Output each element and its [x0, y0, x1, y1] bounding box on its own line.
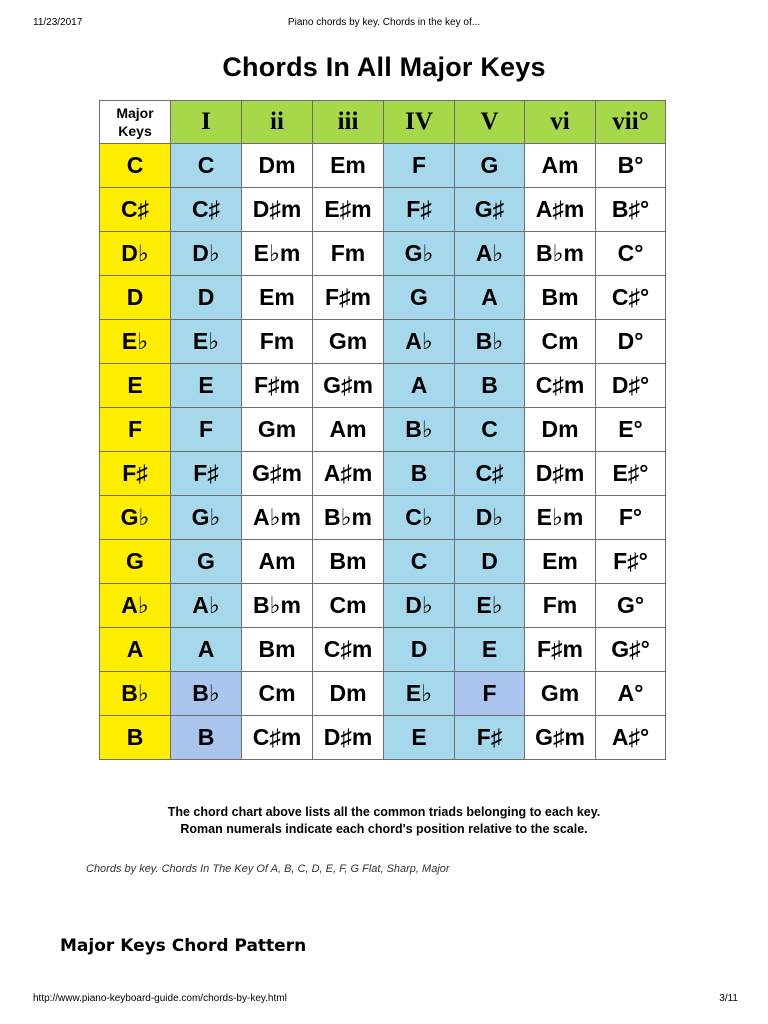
chord-cell: A — [455, 276, 525, 320]
chord-cell: D — [171, 276, 242, 320]
chord-cell: E♭m — [525, 496, 596, 540]
major-key-cell: G♭ — [100, 496, 171, 540]
chord-cell: G — [171, 540, 242, 584]
numeral-header: ii — [242, 101, 313, 144]
chord-cell: D — [384, 628, 455, 672]
chord-cell: F♯ — [171, 452, 242, 496]
chord-cell: Dm — [525, 408, 596, 452]
print-page-title: Piano chords by key. Chords in the key of... — [287, 17, 481, 28]
table-row — [100, 452, 666, 496]
chord-cell: Gm — [525, 672, 596, 716]
table-header-row — [100, 101, 666, 144]
chord-cell: E — [455, 628, 525, 672]
chord-cell: G♭ — [384, 232, 455, 276]
chord-cell: B♭m — [525, 232, 596, 276]
chord-cell: Cm — [313, 584, 384, 628]
chord-cell: B♯° — [596, 188, 666, 232]
chord-cell: Fm — [525, 584, 596, 628]
chord-cell: C — [171, 144, 242, 188]
chord-cell: Em — [313, 144, 384, 188]
chord-cell: E♭ — [455, 584, 525, 628]
footer-url-link[interactable]: http://www.piano-keyboard-guide.com/chords-by-key.html — [33, 993, 287, 1004]
major-keys-header — [100, 101, 171, 144]
chord-cell: F♯m — [525, 628, 596, 672]
chord-cell: A♭ — [171, 584, 242, 628]
major-key-cell: G — [100, 540, 171, 584]
chord-cell: E♭m — [242, 232, 313, 276]
chord-cell: B♭m — [313, 496, 384, 540]
major-key-cell: A♭ — [100, 584, 171, 628]
table-row — [100, 584, 666, 628]
major-key-cell: C♯ — [100, 188, 171, 232]
chord-cell: Em — [525, 540, 596, 584]
chord-cell: B♭m — [242, 584, 313, 628]
chord-cell: Cm — [525, 320, 596, 364]
major-key-cell: F — [100, 408, 171, 452]
chord-cell: B♭ — [455, 320, 525, 364]
chord-cell: G° — [596, 584, 666, 628]
chord-cell: G♯m — [242, 452, 313, 496]
table-row — [100, 628, 666, 672]
chord-cell: E♭ — [384, 672, 455, 716]
table-row — [100, 276, 666, 320]
table-row — [100, 672, 666, 716]
chord-cell: F — [384, 144, 455, 188]
chord-cell: G♯m — [525, 716, 596, 760]
chord-cell: A♭ — [384, 320, 455, 364]
chord-cell: G♯ — [455, 188, 525, 232]
chord-cell: Fm — [313, 232, 384, 276]
chord-cell: Am — [313, 408, 384, 452]
chord-cell: B — [171, 716, 242, 760]
chord-cell: A♯° — [596, 716, 666, 760]
chord-cell: C♯ — [455, 452, 525, 496]
major-key-cell: C — [100, 144, 171, 188]
chord-cell: F♯ — [455, 716, 525, 760]
table-row — [100, 408, 666, 452]
chord-cell: E♯m — [313, 188, 384, 232]
chord-cell: E — [171, 364, 242, 408]
numeral-header: IV — [384, 101, 455, 144]
chord-cell: B° — [596, 144, 666, 188]
chord-cell: C♯° — [596, 276, 666, 320]
major-key-cell: B — [100, 716, 171, 760]
chord-cell: F♯° — [596, 540, 666, 584]
major-key-cell: D — [100, 276, 171, 320]
chord-cell: Dm — [313, 672, 384, 716]
chord-cell: C — [384, 540, 455, 584]
chord-cell: C♯m — [313, 628, 384, 672]
chord-cell: C♭ — [384, 496, 455, 540]
chord-cell: Gm — [242, 408, 313, 452]
chord-cell: G♯m — [313, 364, 384, 408]
chord-cell: B♭ — [171, 672, 242, 716]
chord-cell: D♯m — [242, 188, 313, 232]
chord-cell: Dm — [242, 144, 313, 188]
footer-page-number: 3/11 — [719, 993, 738, 1004]
chord-cell: C♯m — [242, 716, 313, 760]
table-row — [100, 232, 666, 276]
chord-cell: G — [384, 276, 455, 320]
table-row — [100, 496, 666, 540]
chord-cell: C♯ — [171, 188, 242, 232]
chord-cell: F♯ — [384, 188, 455, 232]
section-heading: Major Keys Chord Pattern — [60, 936, 307, 956]
chord-cell: E — [384, 716, 455, 760]
chord-cell: D♭ — [455, 496, 525, 540]
numeral-header: iii — [313, 101, 384, 144]
chord-cell: C — [455, 408, 525, 452]
major-keys-header-line: Major — [116, 105, 154, 121]
chord-cell: B♭ — [384, 408, 455, 452]
chord-cell: Am — [242, 540, 313, 584]
chord-cell: Am — [525, 144, 596, 188]
table-row — [100, 540, 666, 584]
chord-cell: E° — [596, 408, 666, 452]
chord-cell: A — [384, 364, 455, 408]
chart-title: Chords In All Major Keys — [222, 52, 546, 82]
chord-cell: G♭ — [171, 496, 242, 540]
chord-cell: B — [455, 364, 525, 408]
major-key-cell: E — [100, 364, 171, 408]
chart-caption-line-2: Roman numerals indicate each chord's position relative to the scale. — [180, 822, 588, 836]
chord-cell: C♯m — [525, 364, 596, 408]
chord-cell: Bm — [242, 628, 313, 672]
major-key-cell: D♭ — [100, 232, 171, 276]
image-caption: Chords by key. Chords In The Key Of A, B, C, D, E, F, G Flat, Sharp, Major — [86, 863, 450, 875]
chord-cell: D♯m — [313, 716, 384, 760]
chord-cell: G♯° — [596, 628, 666, 672]
chord-cell: A♭m — [242, 496, 313, 540]
chord-cell: D♭ — [171, 232, 242, 276]
chord-cell: F♯m — [313, 276, 384, 320]
chord-cell: A♯m — [313, 452, 384, 496]
major-key-cell: B♭ — [100, 672, 171, 716]
chord-cell: D♭ — [384, 584, 455, 628]
print-date: 11/23/2017 — [33, 17, 83, 28]
chart-caption-line-1: The chord chart above lists all the common triads belonging to each key. — [167, 805, 601, 819]
major-key-cell: F♯ — [100, 452, 171, 496]
chord-cell: F — [171, 408, 242, 452]
chords-table — [99, 100, 666, 760]
table-row — [100, 188, 666, 232]
chord-cell: Bm — [525, 276, 596, 320]
chord-cell: A♯m — [525, 188, 596, 232]
table-row — [100, 716, 666, 760]
chord-cell: D♯° — [596, 364, 666, 408]
chord-cell: Cm — [242, 672, 313, 716]
table-row — [100, 144, 666, 188]
chord-cell: E♭ — [171, 320, 242, 364]
chord-cell: D° — [596, 320, 666, 364]
chord-cell: Bm — [313, 540, 384, 584]
chord-cell: C° — [596, 232, 666, 276]
major-key-cell: A — [100, 628, 171, 672]
chord-cell: A♭ — [455, 232, 525, 276]
chord-cell: B — [384, 452, 455, 496]
numeral-header: V — [455, 101, 525, 144]
chord-cell: E♯° — [596, 452, 666, 496]
numeral-header: vi — [525, 101, 596, 144]
chord-cell: Fm — [242, 320, 313, 364]
chord-cell: Gm — [313, 320, 384, 364]
chord-cell: Em — [242, 276, 313, 320]
numeral-header: vii° — [596, 101, 666, 144]
chord-cell: D — [455, 540, 525, 584]
chord-cell: A — [171, 628, 242, 672]
table-row — [100, 320, 666, 364]
chord-cell: F♯m — [242, 364, 313, 408]
chord-cell: D♯m — [525, 452, 596, 496]
table-row — [100, 364, 666, 408]
numeral-header: I — [171, 101, 242, 144]
chord-cell: A° — [596, 672, 666, 716]
chord-cell: F° — [596, 496, 666, 540]
major-key-cell: E♭ — [100, 320, 171, 364]
chord-cell: F — [455, 672, 525, 716]
major-keys-header-line: Keys — [118, 123, 152, 139]
chord-cell: G — [455, 144, 525, 188]
